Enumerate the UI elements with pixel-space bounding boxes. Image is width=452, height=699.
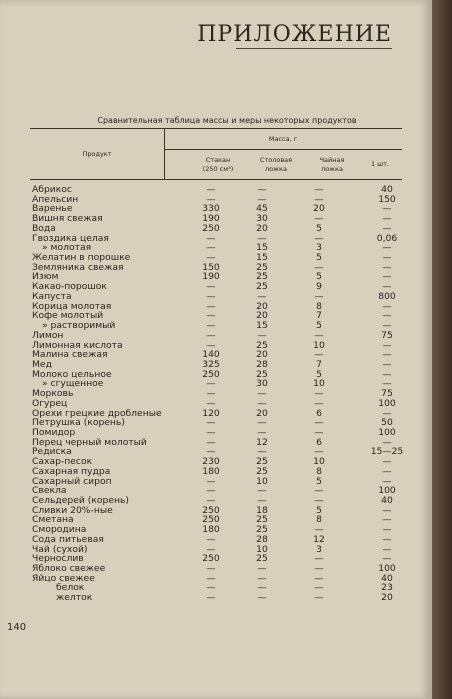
mass-value-cell: 28 — [256, 358, 268, 370]
table-row — [32, 379, 412, 389]
mass-value-cell: — — [382, 339, 392, 351]
mass-value-cell: — — [314, 592, 324, 604]
mass-value-cell: — — [314, 572, 324, 584]
mass-value-cell: 250 — [202, 222, 220, 234]
product-name-cell: Петрушка (корень) — [32, 417, 125, 429]
mass-value-cell: 5 — [316, 271, 322, 283]
mass-value-cell: 250 — [202, 514, 220, 526]
product-name-cell: Смородина — [32, 524, 87, 536]
mass-value-cell: 230 — [202, 456, 220, 468]
mass-value-cell: — — [257, 495, 267, 506]
mass-value-cell: 20 — [256, 300, 268, 312]
mass-value-cell: 3 — [316, 543, 322, 555]
table-row — [32, 185, 412, 195]
mass-value-cell: — — [206, 563, 216, 575]
mass-value-cell: — — [382, 543, 392, 555]
mass-value-cell: 180 — [202, 524, 220, 536]
header-teaspoon-line2: ложка — [321, 164, 343, 173]
mass-value-cell: 30 — [256, 378, 268, 390]
mass-value-cell: — — [257, 426, 267, 438]
mass-value-cell: 15 — [256, 252, 268, 264]
product-name-cell: Редиска — [32, 446, 72, 458]
table-row — [32, 321, 412, 331]
mass-value-cell: 20 — [313, 203, 325, 215]
mass-value-cell: — — [314, 417, 324, 429]
product-name-cell: Сметана — [32, 514, 74, 526]
mass-value-cell: 6 — [316, 436, 322, 448]
mass-value-cell: 120 — [202, 407, 220, 419]
product-name-cell: » молотая — [42, 242, 92, 254]
mass-value-cell: 12 — [256, 436, 268, 448]
mass-value-cell: 10 — [313, 378, 325, 390]
product-name-cell: Изюм — [32, 271, 59, 283]
mass-value-cell: — — [206, 184, 216, 195]
mass-value-cell: — — [206, 193, 216, 205]
mass-value-cell: 190 — [202, 213, 220, 225]
mass-value-cell: 8 — [316, 465, 322, 477]
mass-value-cell: 5 — [316, 252, 322, 264]
mass-value-cell: 15 — [256, 242, 268, 254]
mass-value-cell: 100 — [378, 485, 396, 497]
header-tablespoon — [246, 150, 306, 179]
mass-value-cell: 25 — [256, 514, 268, 526]
table-row — [32, 195, 412, 205]
mass-value-cell: — — [206, 485, 216, 497]
product-name-cell: Сливки 20%-ные — [32, 504, 113, 516]
product-name-cell: Мед — [32, 358, 52, 370]
header-glass-line2: (250 см³) — [202, 164, 234, 173]
mass-value-cell: — — [206, 543, 216, 555]
mass-value-cell: — — [382, 378, 392, 390]
mass-value-cell: 40 — [381, 184, 393, 195]
product-name-cell: Капуста — [32, 290, 72, 302]
mass-value-cell: — — [257, 388, 267, 400]
mass-value-cell: — — [257, 193, 267, 205]
mass-value-cell: — — [382, 456, 392, 468]
mass-value-cell: — — [314, 397, 324, 409]
mass-value-cell: — — [206, 388, 216, 400]
table-row — [32, 418, 412, 428]
mass-value-cell: 25 — [256, 368, 268, 380]
mass-value-cell: — — [206, 572, 216, 584]
table-row — [32, 535, 412, 545]
product-name-cell: Яйцо свежее — [32, 572, 95, 584]
mass-value-cell: 40 — [381, 495, 393, 506]
table-row — [32, 593, 412, 603]
mass-value-cell: 75 — [381, 329, 393, 341]
mass-value-cell: 10 — [256, 475, 268, 487]
table-row — [32, 263, 412, 273]
mass-value-cell: 8 — [316, 514, 322, 526]
mass-value-cell: — — [382, 553, 392, 565]
table-row — [32, 545, 412, 555]
mass-value-cell: — — [206, 281, 216, 293]
header-product: Продукт — [30, 129, 165, 179]
product-name-cell: Свекла — [32, 485, 67, 497]
mass-value-cell: — — [314, 290, 324, 302]
mass-value-cell: — — [257, 582, 267, 594]
mass-value-cell: 8 — [316, 300, 322, 312]
table-row — [32, 438, 412, 448]
product-name-cell: Кофе молотый — [32, 310, 104, 322]
mass-value-cell: 330 — [202, 203, 220, 215]
product-name-cell: Молоко цельное — [32, 368, 112, 380]
mass-value-cell: 100 — [378, 563, 396, 575]
product-name-cell: Вишня свежая — [32, 213, 103, 225]
table-header — [30, 128, 402, 180]
mass-value-cell: — — [382, 222, 392, 234]
header-teaspoon — [306, 150, 358, 179]
mass-value-cell: 150 — [378, 193, 396, 205]
mass-value-cell: 25 — [256, 261, 268, 273]
mass-value-cell: — — [382, 524, 392, 536]
mass-value-cell: 23 — [381, 582, 393, 594]
product-name-cell: Варенье — [32, 203, 73, 215]
header-tablespoon-line2: ложка — [265, 164, 287, 173]
mass-value-cell: — — [382, 368, 392, 380]
mass-value-cell: — — [206, 426, 216, 438]
table-row — [32, 574, 412, 584]
mass-value-cell: 75 — [381, 388, 393, 400]
mass-value-cell: — — [382, 242, 392, 254]
mass-value-cell: 190 — [202, 271, 220, 283]
mass-value-cell: — — [314, 485, 324, 497]
mass-value-cell: — — [314, 524, 324, 536]
mass-value-cell: — — [314, 388, 324, 400]
mass-value-cell: 6 — [316, 407, 322, 419]
mass-value-cell: — — [314, 553, 324, 565]
mass-value-cell: — — [382, 281, 392, 293]
mass-value-cell: — — [382, 203, 392, 215]
product-name-cell: Гвоздика целая — [32, 232, 109, 244]
mass-value-cell: 25 — [256, 281, 268, 293]
mass-value-cell: — — [382, 349, 392, 361]
mass-value-cell: — — [314, 261, 324, 273]
mass-value-cell: — — [382, 252, 392, 264]
mass-value-cell: — — [382, 465, 392, 477]
mass-value-cell: 20 — [256, 222, 268, 234]
header-mass: Масса, г — [164, 129, 402, 150]
mass-value-cell: 10 — [313, 456, 325, 468]
product-name-cell: Абрикос — [32, 184, 72, 195]
mass-value-cell: 250 — [202, 553, 220, 565]
table-row — [32, 506, 412, 516]
product-name-cell: белок — [56, 582, 85, 594]
header-teaspoon-line1: Чайная — [319, 155, 345, 164]
product-name-cell: Морковь — [32, 388, 74, 400]
mass-value-cell: 15 — [256, 320, 268, 332]
mass-value-cell: 28 — [256, 533, 268, 545]
product-name-cell: Сахарная пудра — [32, 465, 111, 477]
mass-value-cell: — — [382, 436, 392, 448]
product-name-cell: Сахарный сироп — [32, 475, 112, 487]
mass-value-cell: — — [206, 495, 216, 506]
mass-value-cell: 180 — [202, 465, 220, 477]
mass-value-cell: 25 — [256, 553, 268, 565]
product-name-cell: Чай (сухой) — [32, 543, 88, 555]
title-underline — [236, 48, 392, 49]
mass-value-cell: 20 — [256, 310, 268, 322]
mass-value-cell: 5 — [316, 368, 322, 380]
mass-value-cell: — — [382, 271, 392, 283]
mass-value-cell: 15—25 — [370, 446, 404, 458]
table-row — [32, 282, 412, 292]
header-glass-line1: Стакан — [205, 155, 231, 164]
mass-value-cell: — — [206, 252, 216, 264]
mass-value-cell: — — [314, 349, 324, 361]
mass-value-cell: 18 — [256, 504, 268, 516]
product-name-cell: Малина свежая — [32, 349, 108, 361]
mass-value-cell: 25 — [256, 271, 268, 283]
product-name-cell: Сахар-песок — [32, 456, 93, 468]
product-name-cell: » сгущенное — [42, 378, 104, 390]
product-name-cell: Лимонная кислота — [32, 339, 123, 351]
mass-value-cell: — — [257, 232, 267, 244]
mass-value-cell: 45 — [256, 203, 268, 215]
mass-value-cell: — — [257, 417, 267, 429]
mass-value-cell: 325 — [202, 358, 220, 370]
product-name-cell: » растворимый — [42, 320, 116, 332]
mass-value-cell: — — [382, 310, 392, 322]
mass-value-cell: — — [314, 446, 324, 458]
mass-value-cell: — — [382, 504, 392, 516]
mass-value-cell: — — [257, 290, 267, 302]
mass-value-cell: 25 — [256, 465, 268, 477]
mass-value-cell: 30 — [256, 213, 268, 225]
mass-value-cell: 25 — [256, 524, 268, 536]
mass-value-cell: 3 — [316, 242, 322, 254]
mass-value-cell: — — [206, 417, 216, 429]
product-name-cell: Апельсин — [32, 193, 79, 205]
mass-value-cell: — — [314, 582, 324, 594]
mass-value-cell: — — [206, 329, 216, 341]
mass-value-cell: — — [206, 339, 216, 351]
product-name-cell: желток — [56, 592, 93, 604]
product-name-cell: Перец черный молотый — [32, 436, 147, 448]
mass-value-cell: — — [206, 533, 216, 545]
mass-value-cell: 250 — [202, 504, 220, 516]
product-name-cell: Желатин в порошке — [32, 252, 131, 264]
book-spine — [432, 0, 452, 699]
product-name-cell: Яблоко свежее — [32, 563, 106, 575]
mass-value-cell: — — [314, 426, 324, 438]
mass-value-cell: — — [206, 397, 216, 409]
page-title: ПРИЛОЖЕНИЕ — [197, 22, 392, 47]
table-row — [32, 350, 412, 360]
page-number: 140 — [7, 622, 27, 633]
mass-value-cell: — — [257, 446, 267, 458]
mass-value-cell: — — [314, 329, 324, 341]
mass-value-cell: — — [257, 563, 267, 575]
mass-value-cell: 250 — [202, 368, 220, 380]
mass-value-cell: 150 — [202, 261, 220, 273]
mass-value-cell: — — [206, 436, 216, 448]
mass-value-cell: 800 — [378, 290, 396, 302]
mass-value-cell: — — [257, 184, 267, 195]
mass-value-cell: — — [206, 300, 216, 312]
header-piece: 1 шт. — [370, 160, 389, 168]
mass-value-cell: 10 — [256, 543, 268, 555]
table-body — [32, 185, 412, 603]
table-row — [32, 389, 412, 399]
product-name-cell: Сельдерей (корень) — [32, 495, 129, 506]
mass-value-cell: — — [206, 320, 216, 332]
product-name-cell: Лимон — [32, 329, 64, 341]
mass-value-cell: — — [257, 485, 267, 497]
mass-value-cell: 0,06 — [376, 232, 398, 244]
mass-value-cell: — — [257, 592, 267, 604]
mass-value-cell: 9 — [316, 281, 322, 293]
mass-value-cell: — — [314, 184, 324, 195]
product-name-cell: Орехи грецкие дробленые — [32, 407, 162, 419]
mass-value-cell: — — [382, 358, 392, 370]
mass-value-cell: 100 — [378, 397, 396, 409]
mass-value-cell: 25 — [256, 456, 268, 468]
table-caption: Сравнительная таблица массы и меры некоторых продуктов — [97, 116, 357, 125]
mass-value-cell: 5 — [316, 222, 322, 234]
mass-value-cell: — — [206, 242, 216, 254]
mass-value-cell: 40 — [381, 572, 393, 584]
mass-value-cell: 7 — [316, 358, 322, 370]
product-name-cell: Корица молотая — [32, 300, 112, 312]
mass-value-cell: — — [206, 290, 216, 302]
product-name-cell: Чернослив — [32, 553, 84, 565]
mass-value-cell: — — [206, 582, 216, 594]
product-name-cell: Сода питьевая — [32, 533, 104, 545]
mass-value-cell: — — [206, 232, 216, 244]
mass-value-cell: — — [206, 310, 216, 322]
mass-value-cell: 20 — [256, 407, 268, 419]
mass-value-cell: 5 — [316, 320, 322, 332]
mass-value-cell: — — [314, 232, 324, 244]
mass-value-cell: — — [382, 261, 392, 273]
mass-value-cell: 12 — [313, 533, 325, 545]
mass-value-cell: 5 — [316, 504, 322, 516]
mass-value-cell: — — [382, 533, 392, 545]
mass-value-cell: 7 — [316, 310, 322, 322]
table-row — [32, 214, 412, 224]
header-glass — [190, 150, 246, 179]
table-row — [32, 515, 412, 525]
mass-value-cell: — — [382, 300, 392, 312]
mass-value-cell: 5 — [316, 475, 322, 487]
mass-value-cell: — — [314, 213, 324, 225]
table-row — [32, 477, 412, 487]
mass-value-cell: — — [257, 329, 267, 341]
mass-value-cell: — — [314, 495, 324, 506]
mass-value-cell: — — [206, 475, 216, 487]
mass-value-cell: — — [257, 572, 267, 584]
mass-value-cell: 100 — [378, 426, 396, 438]
mass-value-cell: — — [206, 592, 216, 604]
mass-value-cell: — — [382, 514, 392, 526]
mass-value-cell: — — [382, 475, 392, 487]
mass-value-cell: 20 — [256, 349, 268, 361]
mass-value-cell: 20 — [381, 592, 393, 604]
product-name-cell: Вода — [32, 222, 56, 234]
product-name-cell: Земляника свежая — [32, 261, 124, 273]
product-name-cell: Помидор — [32, 426, 76, 438]
mass-value-cell: — — [206, 446, 216, 458]
mass-value-cell: 10 — [313, 339, 325, 351]
mass-value-cell: — — [206, 378, 216, 390]
mass-value-cell: — — [382, 320, 392, 332]
mass-value-cell: — — [314, 193, 324, 205]
mass-value-cell: — — [382, 407, 392, 419]
mass-value-cell: — — [314, 563, 324, 575]
mass-value-cell: — — [382, 213, 392, 225]
mass-value-cell: — — [257, 397, 267, 409]
product-name-cell: Огурец — [32, 397, 68, 409]
header-tablespoon-line1: Столовая — [259, 155, 293, 164]
mass-value-cell: 140 — [202, 349, 220, 361]
product-name-cell: Какао-порошок — [32, 281, 107, 293]
mass-value-cell: 25 — [256, 339, 268, 351]
mass-value-cell: 50 — [381, 417, 393, 429]
